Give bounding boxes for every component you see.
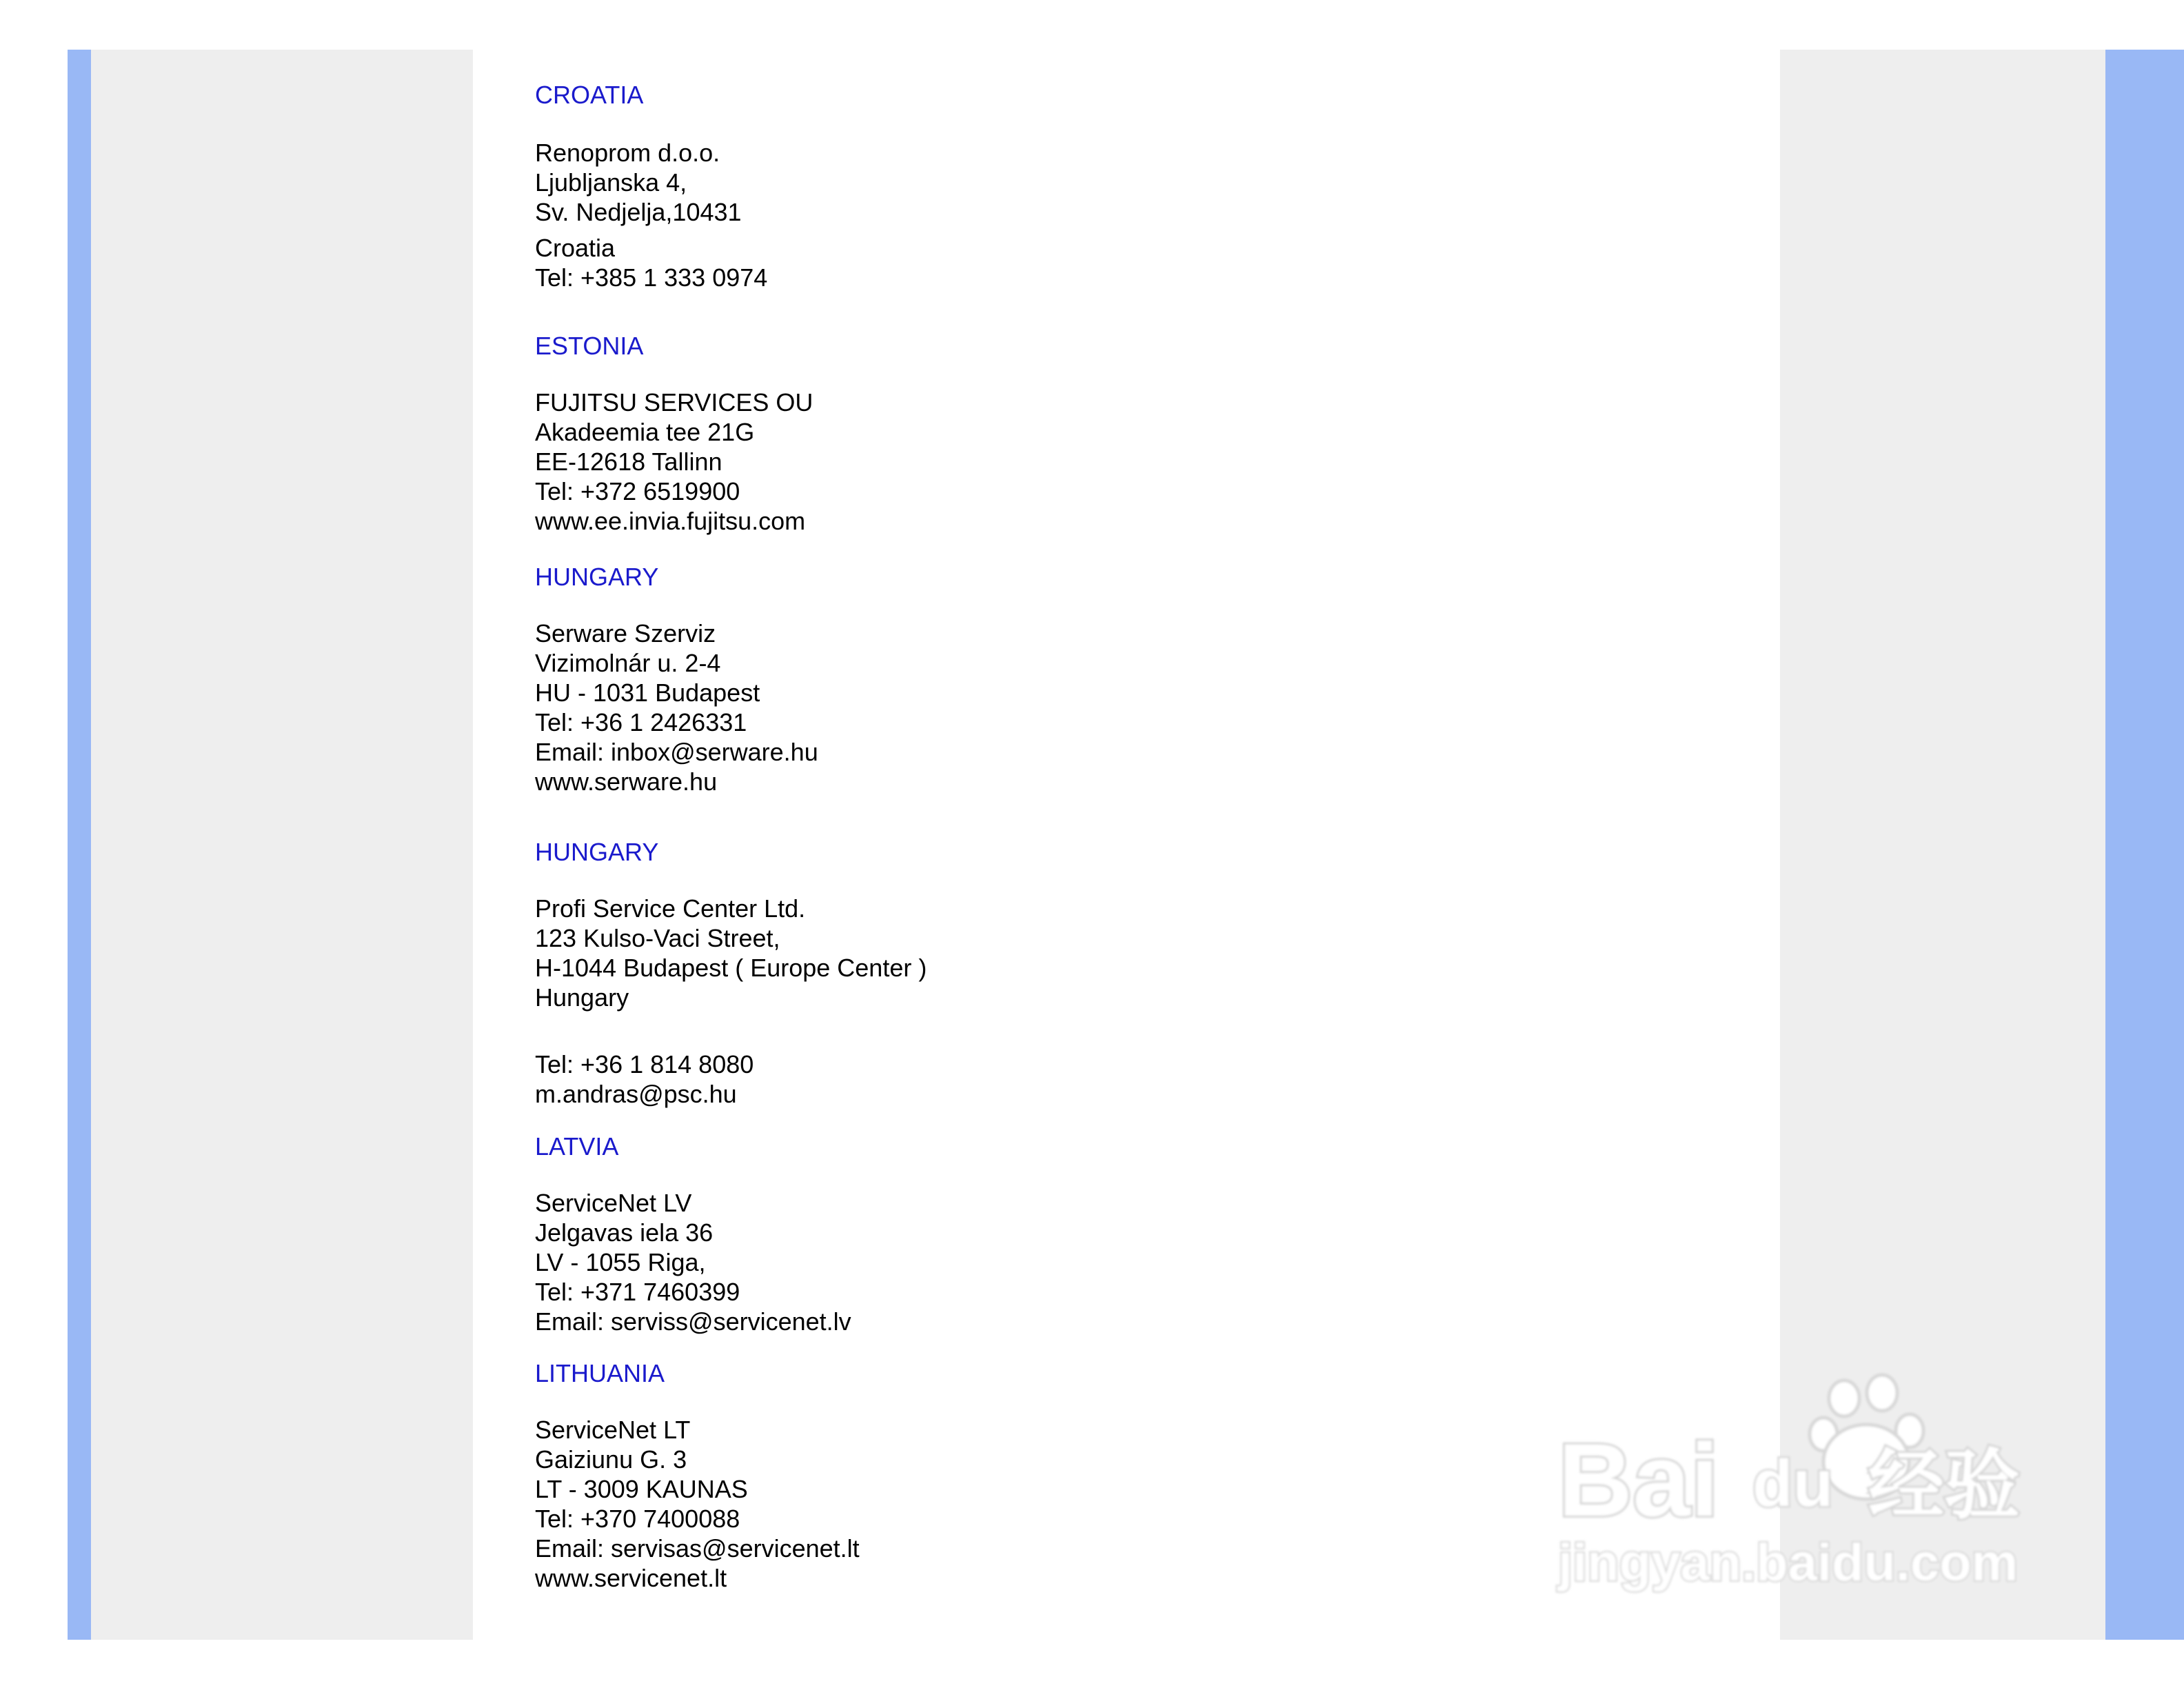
address-line: Akadeemia tee 21G [535,418,755,446]
website-link[interactable]: www.servicenet.lt [535,1564,727,1592]
address-line: Gaiziunu G. 3 [535,1445,687,1474]
baidu-watermark-logo [1551,1358,2061,1607]
phone-line: Tel: +385 1 333 0974 [535,263,768,292]
address-line: FUJITSU SERVICES OU [535,388,813,416]
address-line: Jelgavas iela 36 [535,1218,714,1247]
phone-line: Tel: +370 7400088 [535,1505,740,1533]
address-line: EE-12618 Tallinn [535,448,722,476]
svg-text:Bai: Bai [1558,1422,1719,1538]
address-line: ServiceNet LV [535,1189,692,1217]
address-line: Hungary [535,983,629,1012]
left-side-panel [91,50,473,1640]
address-line: Vizimolnár u. 2-4 [535,649,721,677]
country-heading: HUNGARY [535,838,659,866]
address-line: Renoprom d.o.o. [535,139,720,167]
address-line: LT - 3009 KAUNAS [535,1475,748,1503]
country-heading: HUNGARY [535,563,659,591]
phone-line: Tel: +372 6519900 [535,477,740,505]
svg-text:经验: 经验 [1868,1441,2020,1529]
watermark-url: jingyan.baidu.com [1558,1534,2019,1592]
email-link[interactable]: Email: serviss@servicenet.lv [535,1307,851,1336]
address-line: Serware Szerviz [535,619,716,647]
email-link[interactable]: m.andras@psc.hu [535,1080,737,1108]
address-line: Ljubljanska 4, [535,168,687,197]
address-line: ServiceNet LT [535,1416,691,1444]
address-line: 123 Kulso-Vaci Street, [535,924,780,952]
email-link[interactable]: Email: inbox@serware.hu [535,738,818,766]
country-heading: LITHUANIA [535,1359,665,1387]
address-line: Sv. Nedjelja,10431 [535,198,742,226]
address-line: Profi Service Center Ltd. [535,894,806,923]
website-link[interactable]: www.ee.invia.fujitsu.com [535,507,806,535]
address-line: H-1044 Budapest ( Europe Center ) [535,954,927,982]
country-heading: LATVIA [535,1132,619,1160]
address-line: LV - 1055 Riga, [535,1248,706,1276]
phone-line: Tel: +36 1 814 8080 [535,1050,754,1078]
svg-text:du: du [1752,1447,1834,1520]
country-heading: CROATIA [535,81,644,109]
phone-line: Tel: +36 1 2426331 [535,708,747,736]
left-accent-bar [68,50,91,1640]
website-link[interactable]: www.serware.hu [535,767,718,796]
country-heading: ESTONIA [535,332,644,360]
phone-line: Tel: +371 7460399 [535,1278,740,1306]
address-line: HU - 1031 Budapest [535,679,760,707]
email-link[interactable]: Email: servisas@servicenet.lt [535,1534,860,1563]
right-accent-bar [2105,50,2184,1640]
address-line: Croatia [535,234,616,262]
